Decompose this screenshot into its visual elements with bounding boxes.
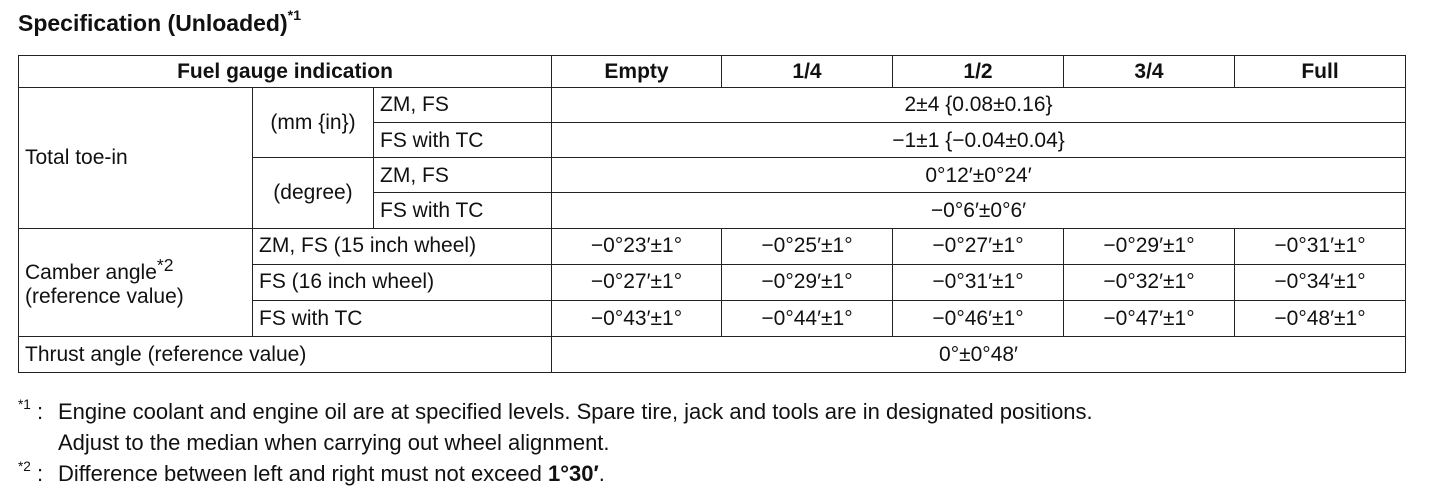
footnote-1 [18, 396, 1093, 458]
level-header-full: Full [1235, 56, 1406, 88]
header-row [19, 56, 1406, 88]
footnote-2 [18, 458, 1093, 489]
camber-value: −0°31′±1° [1235, 228, 1406, 264]
title-text: Specification (Unloaded) [18, 10, 288, 36]
camber-variant: FS (16 inch wheel) [253, 264, 552, 300]
camber-value: −0°29′±1° [722, 264, 893, 300]
toe-in-variant: FS with TC [374, 123, 552, 158]
camber-variant: FS with TC [253, 300, 552, 336]
toe-in-mm-unit: (mm {in}) [253, 88, 374, 158]
footnote-line: Adjust to the median when carrying out wheel alignment. [58, 430, 610, 455]
page-title [18, 10, 301, 37]
footnote-separator: : [30, 461, 44, 486]
footnote-line: Engine coolant and engine oil are at specified levels. Spare tire, jack and tools are in designated positions. [58, 399, 1093, 424]
camber-value: −0°23′±1° [552, 228, 722, 264]
toe-in-variant: ZM, FS [374, 88, 552, 123]
level-header-empty: Empty [552, 56, 722, 88]
toe-in-value: −0°6′±0°6′ [552, 193, 1406, 228]
footnote-line: Difference between left and right must not exceed [58, 461, 548, 486]
title-footnote-mark: *1 [287, 8, 302, 25]
camber-value: −0°46′±1° [893, 300, 1064, 336]
camber-value: −0°27′±1° [893, 228, 1064, 264]
toe-in-value: −1±1 {−0.04±0.04} [552, 123, 1406, 158]
footnote-emphasis: 1°30′ [548, 461, 599, 486]
total-toe-in-label: Total toe-in [19, 88, 253, 228]
footnote-text [58, 458, 605, 489]
footnote-text [58, 396, 1093, 458]
toe-in-variant: FS with TC [374, 193, 552, 228]
footnote-mark [18, 458, 58, 489]
camber-label-text: Camber angle [25, 261, 157, 285]
footnote-separator: : [30, 399, 44, 424]
camber-value: −0°44′±1° [722, 300, 893, 336]
footnote-1-mark: *1 [18, 396, 31, 412]
level-header-quarter: 1/4 [722, 56, 893, 88]
camber-value: −0°29′±1° [1064, 228, 1235, 264]
toe-in-value: 0°12′±0°24′ [552, 158, 1406, 193]
thrust-angle-value: 0°±0°48′ [552, 336, 1406, 372]
camber-value: −0°47′±1° [1064, 300, 1235, 336]
camber-value: −0°31′±1° [893, 264, 1064, 300]
table-row [19, 88, 1406, 123]
fuel-gauge-header: Fuel gauge indication [19, 56, 552, 88]
toe-in-variant: ZM, FS [374, 158, 552, 193]
footnote-mark [18, 396, 58, 458]
camber-variant: ZM, FS (15 inch wheel) [253, 228, 552, 264]
camber-value: −0°48′±1° [1235, 300, 1406, 336]
table-row [19, 336, 1406, 372]
camber-value: −0°43′±1° [552, 300, 722, 336]
toe-in-degree-unit: (degree) [253, 158, 374, 228]
footnotes [18, 396, 1093, 489]
camber-value: −0°32′±1° [1064, 264, 1235, 300]
table-row [19, 228, 1406, 264]
camber-value: −0°34′±1° [1235, 264, 1406, 300]
camber-footnote-mark: *2 [156, 255, 174, 276]
specification-table [18, 55, 1406, 373]
thrust-angle-label: Thrust angle (reference value) [19, 336, 552, 372]
level-header-three-quarter: 3/4 [1064, 56, 1235, 88]
camber-value: −0°25′±1° [722, 228, 893, 264]
level-header-half: 1/2 [893, 56, 1064, 88]
footnote-end: . [598, 461, 605, 486]
toe-in-value: 2±4 {0.08±0.16} [552, 88, 1406, 123]
camber-angle-label [19, 228, 253, 336]
camber-value: −0°27′±1° [552, 264, 722, 300]
footnote-2-mark: *2 [18, 458, 31, 474]
camber-label-subtext: (reference value) [25, 284, 184, 308]
